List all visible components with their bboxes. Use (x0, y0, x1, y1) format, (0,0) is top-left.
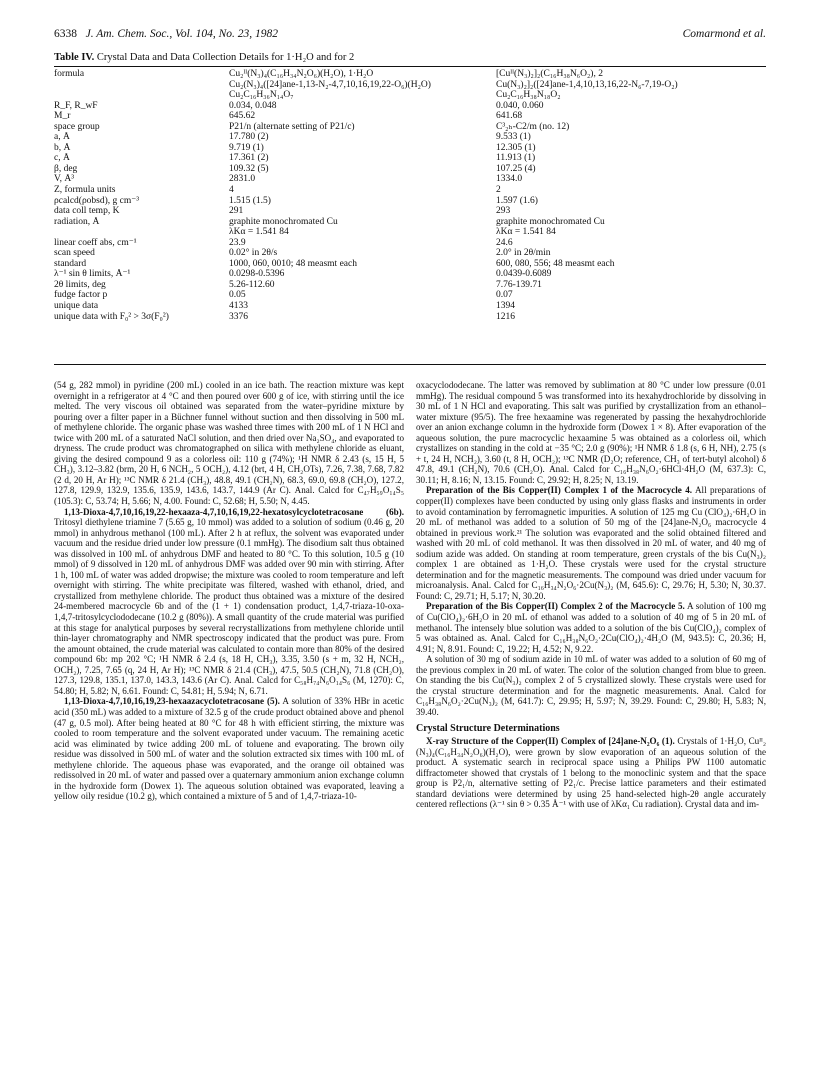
row-label (54, 80, 229, 91)
value-compound-1: 0.034, 0.048 (229, 100, 277, 111)
table-row (54, 196, 766, 207)
body-column-right (416, 380, 766, 810)
value-compound-1: 4 (229, 185, 234, 196)
value-compound-2: Cu(N₃)₂]₂([24]ane-1,4,10,13,16,22-N₆-7,19-O₂) (496, 79, 678, 90)
row-label: radiation, Å (54, 216, 100, 227)
value-compound-2: 2.0° in 2θ/min (496, 248, 551, 259)
paragraph-heading: Preparation of the Bis Copper(II) Complex 1 of the Macrocycle 4. (426, 485, 693, 496)
value-compound-1: 291 (229, 206, 244, 217)
value-compound-1: P21/n (alternate setting of P21/c) (229, 121, 355, 132)
row-label: ρcalcd(ρobsd), g cm⁻³ (54, 195, 140, 206)
table-row (54, 143, 766, 154)
table-row (54, 69, 766, 80)
row-label: a, Å (54, 132, 70, 143)
value-compound-2: Cu₂C₁₆H₃₈N₁₈O₂ (496, 90, 561, 101)
table-row (54, 80, 766, 91)
page-number: 6338 (54, 28, 77, 40)
row-label: c, Å (54, 153, 70, 164)
paragraph-heading: X-ray Structure of the Copper(II) Complex of [24]ane-N₂O₆ (1). (426, 736, 675, 747)
value-compound-2: C³₂ₕ-C2/m (no. 12) (496, 121, 570, 132)
table-row (54, 174, 766, 185)
value-compound-1: 9.719 (1) (229, 142, 264, 153)
row-label: λ⁻¹ sin θ limits, Å⁻¹ (54, 269, 131, 280)
section-heading: Crystal Structure Determinations (416, 722, 560, 734)
value-compound-2: 107.25 (4) (496, 163, 536, 174)
value-compound-2: 0.0439-0.6089 (496, 269, 552, 280)
body-paragraph (416, 654, 766, 717)
row-label (54, 227, 229, 238)
body-paragraph (416, 736, 766, 810)
table-label: Table IV. (54, 52, 95, 63)
table-caption (54, 52, 354, 63)
value-compound-2: 1.597 (1.6) (496, 195, 538, 206)
header-left (54, 28, 278, 40)
value-compound-2: 0.040, 0.060 (496, 100, 544, 111)
table-row (54, 259, 766, 270)
table-top-rule (54, 66, 766, 67)
paragraph-text: A solution of 30 mg of sodium azide in 10 mL of water was added to a solution of 60 mg of the previous complex in 20 mL of water. The color of the solution changed from blue to green. On standing the bis Cu(N₃)₂ complex 2 of 5 crystallized slowly. These crystals were used for the crystal structure determination and for the magnetic measurements. Anal. Calcd for C₁₆H₃₈N₆O₂·2Cu(N₃)₂ (M, 641.7): C, 29.95; H, 5.97; N, 39.29. Found: C, 29.80; H, 5.83; N, 39.40. (416, 654, 766, 717)
value-compound-2: 12.305 (1) (496, 142, 536, 153)
value-compound-1: 17.780 (2) (229, 132, 269, 143)
value-compound-1: Cu₂C₁₆H₃₆N₁₄O₇ (229, 90, 294, 101)
row-label: Z, formula units (54, 185, 116, 196)
table-row (54, 132, 766, 143)
paragraph-text: (54 g, 282 mmol) in pyridine (200 mL) cooled in an ice bath. The reaction mixture was kept overnight in a refrigerator at 4 °C and then poured over 600 g of ice, with stirring until the ice melted. The very viscous oil obtained was separated from the water–pyridine mixture by pouring over a filter paper in a Büchner funnel without suction and then dissolving in 500 mL of methylene chloride. The organic phase was washed three times with 200 mL of 1 N HCl and twice with 200 mL of a saturated NaCl solution, and then dried over Na₂SO₄, and evaporated to dryness. The crude product was chromatographed on silica with methylene chloride as eluant, giving the desired compound 9 as a colorless oil: 110 g (74%); ¹H NMR δ 2.43 (s, 15 H, 5 CH₃), 3.12–3.82 (brm, 20 H, 6 NCH₂, 5 OCH₂), 4.12 (brt, 4 H, CH₂OTs), 7.26, 7.38, 7.68, 7.82 (2 d, 20 H, Ar H); ¹³C NMR δ 21.4 (CH₃), 48.8, 49.1 (CH₂N), 68.3, 69.0, 69.8 (CH₂O), 127.2, 127.8, 129.9, 132.9, 135.6, 135.9, 143.6, 143.7, 144.9 (Ar C). Anal. Calcd for C₄₇H₅₉O₁₄S₅ (105.3): C, 53.74; H, 5.66; N, 4.00. Found: C, 52.68; H, 5.50; N, 4.45. (54, 380, 404, 507)
table-row (54, 90, 766, 101)
table-row (54, 280, 766, 291)
value-compound-1: 17.361 (2) (229, 153, 269, 164)
table-row (54, 185, 766, 196)
table-row (54, 164, 766, 175)
row-label: standard (54, 258, 87, 269)
running-header (54, 28, 766, 44)
table-bottom-rule (54, 364, 766, 365)
body-paragraph (54, 380, 404, 507)
row-label: fudge factor p (54, 290, 108, 301)
paragraph-text: A solution of 33% HBr in acetic acid (350 mL) was added to a mixture of 32.5 g of the crude product obtained above and phenol (47 g, 0.5 mol). After being heated at 80 °C for 48 h with efficient stirring, the mixture was cooled to room temperature and the solvent evaporated under vacuum. The remaining acetic acid was eliminated by twice adding 200 mL of toluene and evaporating. The brown oily residue was dissolved in 500 mL of water and the solution extracted six times with 100 mL of methylene chloride. The aqueous phase was evaporated, and the orange oil obtained was redissolved in 20 mL of water and passed over a quaternary ammonium anion exchange column in the hydroxide form (Dowex 1). The aqueous solution obtained was evaporated, leaving a yellow oily residue (10.2 g), which contained a mixture of 5 and of 1,4,7-triaza-10- (54, 696, 404, 802)
paragraph-heading: 1,13-Dioxa-4,7,10,16,19,23-hexaazacyclotetracosane (5). (64, 696, 280, 707)
value-compound-1: 2831.0 (229, 174, 256, 185)
row-label: data coll temp, K (54, 206, 120, 217)
row-label: space group (54, 121, 100, 132)
value-compound-2: 2 (496, 185, 501, 196)
value-compound-1: 0.02° in 2θ/s (229, 248, 278, 259)
value-compound-1: 109.32 (5) (229, 163, 269, 174)
row-label: unique data (54, 301, 99, 312)
paragraph-text: All preparations of copper(II) complexes have been conducted by using only glass flasks and instruments in order to avoid contamination by ferromagnetic impurities. A solution of 125 mg Cu (ClO₄)₂·6H₂O in 20 mL of methanol was added to a solution of 50 mg of the [24]ane-N₂O₆ macrocycle 4 obtained in previous work.²¹ The solution was evaporated and the solid obtained filtered and washed with 20 mL of cold methanol. It was then dissolved in 20 mL of water, and 40 mg of sodium azide was added. On standing at room temperature, green crystals of the bis Cu(N₃)₂ complex 1 are obtained as 1·H₂O. These crystals were used for the crystal structure determination and for the magnetic measurements. The compound was dried under vacuum for microanalysis. Anal. Calcd for C₁₆H₃₄N₂O₆·2Cu(N₃)₂ (M, 645.6): C, 29.76; H, 5.30; N, 30.37. Found: C, 29.71; H, 5.17; N, 30.20. (416, 485, 766, 601)
value-compound-1: 1000, 060, 0010; 48 measmt each (229, 258, 357, 269)
table-row (54, 269, 766, 280)
value-compound-2: 600, 080, 556; 48 measmt each (496, 258, 615, 269)
body-paragraph (416, 380, 766, 485)
value-compound-2: 1216 (496, 311, 515, 322)
value-compound-1: 645.62 (229, 111, 256, 122)
value-compound-1: 5.26-112.60 (229, 279, 275, 290)
row-label: b, Å (54, 142, 71, 153)
value-compound-2: 293 (496, 206, 511, 217)
table-row (54, 238, 766, 249)
paragraph-text: oxacyclododecane. The latter was removed by sublimation at 80 °C under low pressure (0.01 mmHg). The residual compound 5 was transformed into its hexahydrochloride by dissolving in 30 mL of 1 N HCl and evaporating. This salt was purified by crystallization from an ethanol–water mixture (95/5). The free hexaamine was regenerated by passing the hexahydrochloride over an anion exchange column in the hydroxide form (Dowex 1 × 8). After evaporation of the aqueous solution, the pure macrocyclic hexaamine 5 was obtained as a colorless oil, which crystallizes on standing in the cold at −35 °C; 2.0 g (90%); ¹H NMR δ 1.8 (s, 6 H, NH), 2.75 (s + t, 24 H, NCH₂), 3.60 (t, 8 H, OCH₂); ¹³C NMR (D₂O; reference, CH₃ of tert-butyl alcohol) δ 47.8, 49.1 (CH₂N), 70.6 (CH₂O). Anal. Calcd for C₁₆H₃₈N₆O₂·6HCl·4H₂O (M, 637.3): C, 30.11; H, 8.16; N, 13.15. Found: C, 29.92; H, 8.25; N, 13.19. (416, 380, 766, 485)
row-label (54, 90, 229, 101)
value-compound-2: λK̄α = 1.541 84 (496, 227, 556, 238)
row-label: M_r (54, 111, 71, 122)
value-compound-1: 23.9 (229, 237, 246, 248)
paragraph-text: Tritosyl diethylene triamine 7 (5.65 g, 10 mmol) was added to a solution of sodium (0.46 g, 20 mmol) in anhydrous methanol (100 mL). After 2 h at reflux, the solvent was evaporated under vacuum and the residue dried under low pressure (0.1 mmHg). The disodium salt thus obtained was dissolved in 100 mL of anhydrous DMF and heated to 80 °C. To this solution, 10.5 g (10 mmol) of 9 dissolved in 120 mL of anhydrous DMF was added over 90 min with stirring. After 1 h, 100 mL of water was added dropwise; the mixture was cooled to room temperature and left overnight with stirring. The white precipitate was filtered, washed with ethanol, dried, and crystallized from methylene chloride. The product thus obtained was a mixture of the desired 24-membered macrocycle 6b and of the (1 + 1) condensation product, 1,4,7-triaza-10-oxa-1,4,7-tritosylcyclododecane (10.2 g (80%)). A small quantity of the crude material was purified at this stage for analytical purposes by several recrystallizations from methylene chloride until thin-layer chromatography and NMR spectroscopy indicated that the product was pure. From the amount obtained, the crude material was calculated to contain more than 80% of the desired compound 6b: mp 202 °C; ¹H NMR δ 2.4 (s, 18 H, CH₃), 3.35, 3.50 (s + m, 32 H, NCH₂, OCH₂), 7.25, 7.65 (q, 24 H, Ar H); ¹³C NMR δ 21.4 (CH₃), 47.5, 50.5 (CH₂N), 71.8 (CH₂O), 127.3, 129.8, 135.1, 137.0, 143.3, 143.6 (Ar C). Anal. Calcd for C₅₈H₇₄N₆O₁₄S₆ (M, 1270): C, 54.80; H, 5.82; N, 6.61. Found: C, 54.81; H, 5.94; N, 6.71. (54, 517, 404, 696)
value-compound-1: 0.0298-0.5396 (229, 269, 285, 280)
row-label: formula (54, 69, 85, 79)
body-paragraph (416, 601, 766, 654)
row-label: scan speed (54, 248, 95, 259)
value-compound-1: 3376 (229, 311, 248, 322)
table-row (54, 111, 766, 122)
table-row (54, 301, 766, 312)
body-paragraph (54, 507, 404, 697)
paragraph-text: Crystals of 1·H₂O, Cuᴵᴵ₂ (N₃)₄(C₁₆H₃₄N₂O₆)(H₂O), were grown by slow evaporation of an aqueous solution of the product. A systematic search in reciprocal space using a Philips PW 1100 automatic diffractometer showed that crystals of 1 belong to the monoclinic system and that the space group is P2₁/n, alternative setting of P2₁/c. Precise lattice parameters and their estimated standard deviations were determined by using 25 hand-selected high-2θ angle accurately centered reflections (λ⁻¹ sin θ > 0.35 Å⁻¹ with use of λKα₁ Cu radiation). Crystal data and im- (416, 736, 766, 810)
row-label: unique data with F₀² > 3σ(F₀²) (54, 311, 169, 322)
value-compound-1: Cu₂(N₃)₄([24]ane-1,13-N₂-4,7,10,16,19,22-O₆)(H₂O) (229, 79, 431, 90)
value-compound-1: 1.515 (1.5) (229, 195, 271, 206)
table-row (54, 312, 766, 323)
table-row (54, 122, 766, 133)
journal-citation: J. Am. Chem. Soc., Vol. 104, No. 23, 1982 (85, 28, 279, 40)
row-label: 2θ limits, deg (54, 279, 106, 290)
row-label: linear coeff abs, cm⁻¹ (54, 237, 137, 248)
value-compound-1: λK̄α = 1.541 84 (229, 227, 289, 238)
table-row (54, 153, 766, 164)
paragraph-heading: 1,13-Dioxa-4,7,10,16,19,22-hexaaza-4,7,10,16,19,22-hexatosylcyclotetracosane (6b). (64, 506, 404, 517)
table-row (54, 290, 766, 301)
table-row (54, 101, 766, 112)
table-row (54, 248, 766, 259)
value-compound-2: [Cuᴵᴵ(N₃)₂]₂(C₁₆H₃₈N₆O₂), 2 (496, 69, 603, 79)
body-column-left (54, 380, 404, 802)
row-label: β, deg (54, 163, 78, 174)
body-paragraph (54, 696, 404, 801)
table-row (54, 217, 766, 228)
paragraph-text: A solution of 100 mg of Cu(ClO₄)₂·6H₂O in 20 mL of ethanol was added to a solution of 40 mg of 5 in 20 mL of methanol. The intensely blue solution was added to a solution of the bis Cu(ClO₄)₂ complex of 5 was obtained as. Anal. Calcd for C₁₆H₃₈N₆O₂·2Cu(ClO₄)₂·4H₂O (M, 943.5): C, 20.36; H, 4.91; N, 8.91. Found: C, 19.22; H, 4.52; N, 9.22. (416, 601, 766, 654)
table-row (54, 227, 766, 238)
value-compound-1: 0.05 (229, 290, 246, 301)
value-compound-1: 4133 (229, 301, 248, 312)
value-compound-1: graphite monochromated Cu (229, 216, 338, 227)
row-label: V, Å³ (54, 174, 75, 185)
crystal-data-table (54, 69, 766, 322)
header-authors: Comarmond et al. (682, 28, 766, 40)
value-compound-2: 24.6 (496, 237, 513, 248)
value-compound-2: 9.533 (1) (496, 132, 531, 143)
value-compound-2: 1334.0 (496, 174, 523, 185)
body-paragraph (416, 485, 766, 601)
value-compound-2: 641.68 (496, 111, 523, 122)
value-compound-2: 7.76-139.71 (496, 279, 542, 290)
value-compound-1: Cu₂ᴵᴵ(N₃)₄(C₁₆H₃₄N₂O₆)(H₂O), 1·H₂O (229, 69, 374, 79)
table-row (54, 206, 766, 217)
value-compound-2: 1394 (496, 301, 515, 312)
row-label: R_F, R_wF (54, 100, 98, 111)
paragraph-heading: Preparation of the Bis Copper(II) Complex 2 of the Macrocycle 5. (426, 601, 685, 612)
value-compound-2: 0.07 (496, 290, 513, 301)
value-compound-2: graphite monochromated Cu (496, 216, 605, 227)
table-caption-text: Crystal Data and Data Collection Details for 1·H₂O and for 2 (96, 52, 355, 63)
value-compound-2: 11.913 (1) (496, 153, 536, 164)
